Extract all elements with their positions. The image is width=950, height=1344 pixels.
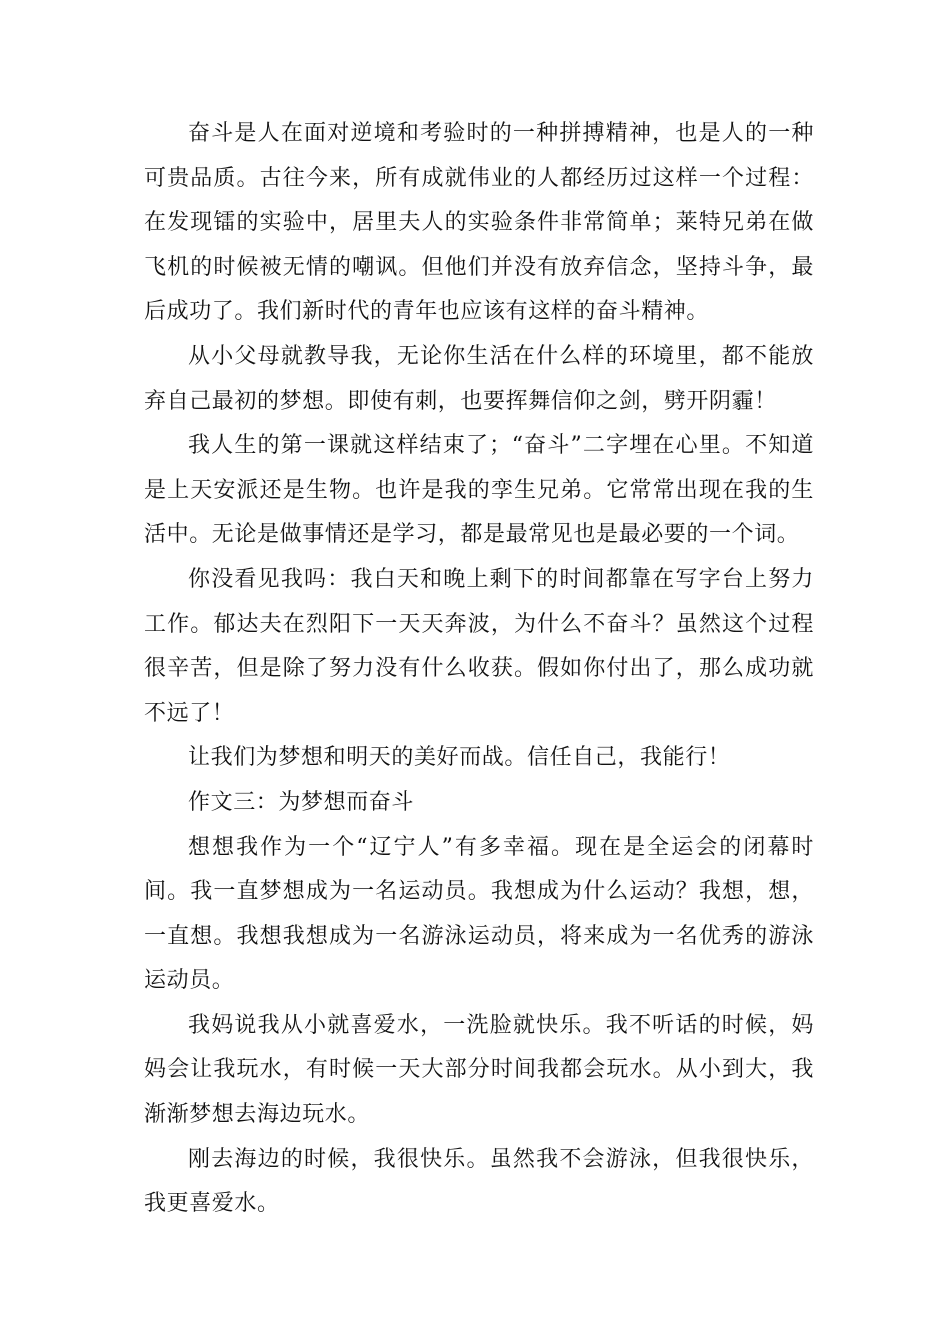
paragraph: 想想我作为一个“辽宁人”有多幸福。现在是全运会的闭幕时间。我一直梦想成为一名运动员。我想成为什么运动？我想，想，一直想。我想我想成为一名游泳运动员，将来成为一名优秀的游泳运动员。: [144, 834, 814, 994]
paragraph: 我妈说我从小就喜爱水，一洗脸就快乐。我不听话的时候，妈妈会让我玩水，有时候一天大部分时间我都会玩水。从小到大，我渐渐梦想去海边玩水。: [144, 1012, 814, 1128]
section-heading: 作文三：为梦想而奋斗: [188, 789, 415, 815]
paragraph: 从小父母就教导我，无论你生活在什么样的环境里，都不能放弃自己最初的梦想。即使有刺，也要挥舞信仰之剑，劈开阴霾！: [144, 343, 814, 414]
paragraph: 奋斗是人在面对逆境和考验时的一种拼搏精神，也是人的一种可贵品质。古往今来，所有成就伟业的人都经历过这样一个过程：在发现镭的实验中，居里夫人的实验条件非常简单；莱特兄弟在做飞机的时候被无情的嘲讽。但他们并没有放弃信念，坚持斗争，最后成功了。我们新时代的青年也应该有这样的奋斗精神。: [144, 121, 814, 325]
paragraph: 我人生的第一课就这样结束了；“奋斗”二字埋在心里。不知道是上天安派还是生物。也许是我的孪生兄弟。它常常出现在我的生活中。无论是做事情还是学习，都是最常见也是最必要的一个词。: [144, 433, 814, 548]
paragraph: 刚去海边的时候，我很快乐。虽然我不会游泳，但我很快乐，我更喜爱水。: [144, 1146, 814, 1217]
document-body: [144, 112, 814, 1227]
paragraph: 你没看见我吗：我白天和晚上剩下的时间都靠在写字台上努力工作。郁达夫在烈阳下一天天奔波，为什么不奋斗？虽然这个过程很辛苦，但是除了努力没有什么收获。假如你付出了，那么成功就不远了！: [144, 566, 814, 726]
paragraph: 让我们为梦想和明天的美好而战。信任自己，我能行！: [188, 745, 731, 771]
